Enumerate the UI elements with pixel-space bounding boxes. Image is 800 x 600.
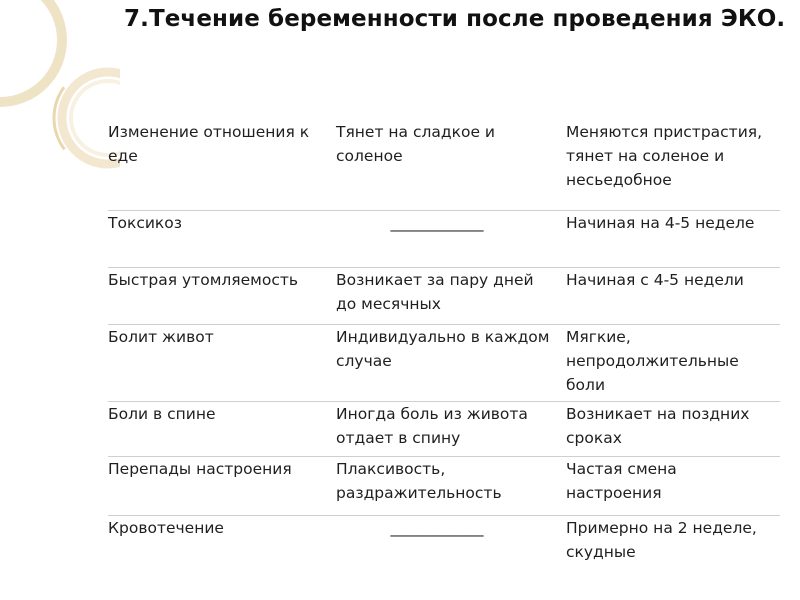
table-cell: Тянет на сладкое и соленое	[336, 123, 496, 165]
row-label: Боли в спине	[108, 405, 216, 423]
row-label: Быстрая утомляемость	[108, 271, 299, 289]
table-row	[108, 268, 780, 325]
table-row	[108, 120, 780, 211]
table-row	[108, 325, 780, 402]
table-cell: ____________	[390, 519, 484, 537]
row-label: Токсикоз	[108, 214, 182, 232]
decorative-rings-graphic	[0, 0, 120, 260]
table-row	[108, 457, 780, 516]
row-label: Болит живот	[108, 328, 214, 346]
table-row	[108, 211, 780, 268]
table-cell: Начиная на 4-5 неделе	[566, 214, 755, 232]
table-cell: Иногда боль из живота отдает в спину	[336, 405, 528, 447]
table-cell: Мягкие, непродолжительные боли	[566, 328, 739, 394]
table-cell: Примерно на 2 неделе, скудные	[566, 519, 757, 561]
table-cell: Индивидуально в каждом случае	[336, 328, 550, 370]
table-row	[108, 516, 780, 571]
row-label: Изменение отношения к еде	[108, 123, 310, 165]
table-cell: Плаксивость, раздражительность	[336, 460, 502, 502]
table-cell: ____________	[390, 214, 484, 232]
comparison-table	[108, 120, 780, 570]
table-cell: Возникает за пару дней до месячных	[336, 271, 534, 313]
row-label: Кровотечение	[108, 519, 224, 537]
table-cell: Меняются пристрастия, тянет на соленое и несьедобное	[566, 123, 763, 189]
table-cell: Начиная с 4-5 недели	[566, 271, 744, 289]
table-row	[108, 402, 780, 457]
table-cell: Возникает на поздних сроках	[566, 405, 750, 447]
table-cell: Частая смена настроения	[566, 460, 677, 502]
page-title: 7.Течение беременности после проведения ЭКО.	[124, 6, 786, 32]
row-label: Перепады настроения	[108, 460, 292, 478]
